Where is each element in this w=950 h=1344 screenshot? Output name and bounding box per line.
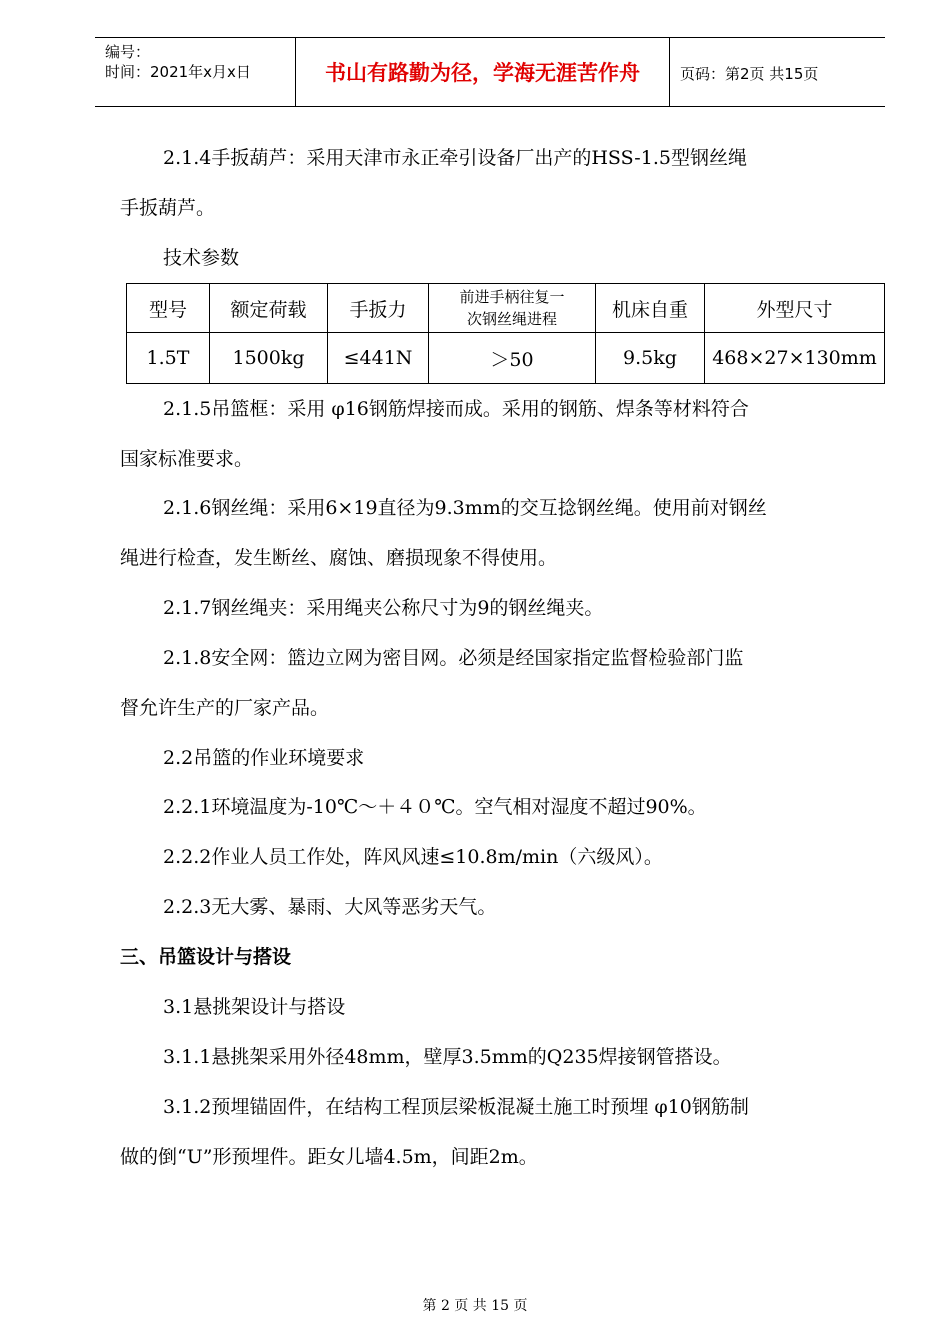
paragraph-2-1-4: 2.1.4手扳葫芦：采用天津市永正牵引设备厂出产的HSS-1.5型钢丝绳 [163, 147, 747, 169]
table-header-cell: 手扳力 [328, 284, 429, 333]
table-cell: 468×27×130mm [705, 333, 885, 384]
table-header-line: 次钢丝绳进程 [466, 310, 557, 328]
paragraph-2-1-7: 2.1.7钢丝绳夹：采用绳夹公称尺寸为9的钢丝绳夹。 [163, 597, 604, 619]
time-label: 时间：2021年x月x日 [105, 63, 251, 81]
section-2-2-heading: 2.2吊篮的作业环境要求 [163, 747, 365, 769]
table-header-cell: 外型尺寸 [705, 284, 885, 333]
tech-params-table [126, 283, 885, 384]
table-header-cell: 额定荷载 [210, 284, 328, 333]
paragraph-3-1-2-cont: 做的倒“U”形预埋件。距女儿墙4.5m，间距2m。 [120, 1146, 538, 1168]
page-header [95, 37, 885, 107]
paragraph-2-1-8: 2.1.8安全网：篮边立网为密目网。必须是经国家指定监督检验部门监 [163, 647, 744, 669]
paragraph-2-1-6: 2.1.6钢丝绳：采用6×19直径为9.3mm的交互捻钢丝绳。使用前对钢丝 [163, 497, 767, 519]
header-motto: 书山有路勤为径，学海无涯苦作舟 [296, 38, 670, 106]
paragraph-2-2-1: 2.2.1环境温度为-10℃～＋４０℃。空气相对湿度不超过90%。 [163, 796, 707, 818]
paragraph-3-1-1: 3.1.1悬挑架采用外径48mm，壁厚3.5mm的Q235焊接钢管搭设。 [163, 1046, 732, 1068]
table-cell: 1.5T [127, 333, 210, 384]
page-footer: 第 2 页 共 15 页 [422, 1298, 528, 1314]
table-cell: 1500kg [210, 333, 328, 384]
paragraph-2-1-4-cont: 手扳葫芦。 [120, 197, 216, 219]
code-label: 编号： [105, 43, 151, 61]
paragraph-2-1-6-cont: 绳进行检查，发生断丝、腐蚀、磨损现象不得使用。 [120, 547, 558, 569]
table-header-cell [429, 284, 596, 333]
table-cell: ≤441N [328, 333, 429, 384]
paragraph-2-1-5-cont: 国家标准要求。 [120, 448, 254, 470]
table-header-cell: 机床自重 [596, 284, 705, 333]
table-row [127, 333, 885, 384]
tech-params-heading: 技术参数 [163, 247, 240, 269]
paragraph-2-1-5: 2.1.5吊篮框：采用 φ16钢筋焊接而成。采用的钢筋、焊条等材料符合 [163, 398, 749, 420]
table-cell: 9.5kg [596, 333, 705, 384]
header-page-info: 页码：第2页 共15页 [680, 65, 819, 83]
paragraph-2-2-2: 2.2.2作业人员工作处，阵风风速≤10.8m/min（六级风）。 [163, 846, 663, 868]
section-3-heading: 三、吊篮设计与搭设 [120, 946, 292, 968]
header-meta [95, 38, 296, 106]
table-header-cell: 型号 [127, 284, 210, 333]
table-cell: ＞50 [429, 333, 596, 384]
table-header-row [127, 284, 885, 333]
section-3-1-heading: 3.1悬挑架设计与搭设 [163, 996, 346, 1018]
paragraph-2-1-8-cont: 督允许生产的厂家产品。 [120, 697, 330, 719]
table-header-line: 前进手柄往复一 [459, 288, 565, 306]
paragraph-3-1-2: 3.1.2预埋锚固件，在结构工程顶层梁板混凝土施工时预埋 φ10钢筋制 [163, 1096, 749, 1118]
paragraph-2-2-3: 2.2.3无大雾、暴雨、大风等恶劣天气。 [163, 896, 497, 918]
